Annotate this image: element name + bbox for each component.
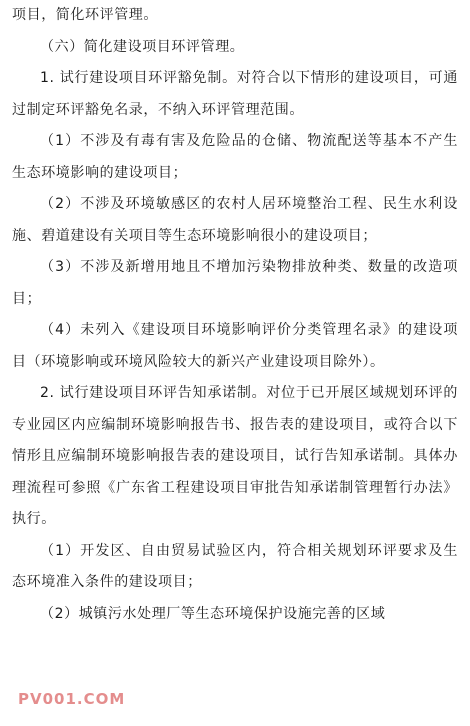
list-item-6: （2）城镇污水处理厂等生态环境保护设施完善的区域 [40,605,386,622]
paragraph-continuation: 项目，简化环评管理。 [12,7,158,23]
document-body [12,0,458,630]
list-item-2: （2）不涉及环境敏感区的农村人居环境整治工程、民生水利设施、碧道建设有关项目等生态环境影响很小的建设项目； [12,196,458,244]
list-item-5: （1）开发区、自由贸易试验区内，符合相关规划环评要求及生态环境准入条件的建设项目； [12,542,458,590]
paragraph-commitment: 2. 试行建设项目环评告知承诺制。对位于已开展区域规划环评的专业园区内应编制环境影响报告书、报告表的建设项目，或符合以下情形且应编制环境影响报告表的建设项目，试行告知承诺制。具体办理流程可参照《广东省工程建设项目审批告知承诺制管理暂行办法》执行。 [12,385,458,527]
paragraph-exemption: 1. 试行建设项目环评豁免制。对符合以下情形的建设项目，可通过制定环评豁免名录，不纳入环评管理范围。 [12,70,458,118]
list-item-3: （3）不涉及新增用地且不增加污染物排放种类、数量的改造项目； [12,259,458,307]
section-heading: （六）简化建设项目环评管理。 [40,38,245,55]
list-item-1: （1）不涉及有毒有害及危险品的仓储、物流配送等基本不产生生态环境影响的建设项目； [12,133,458,181]
watermark-logo: PV001.COM [18,690,126,708]
list-item-4: （4）未列入《建设项目环境影响评价分类管理名录》的建设项目（环境影响或环境风险较大的新兴产业建设项目除外）。 [12,322,458,370]
